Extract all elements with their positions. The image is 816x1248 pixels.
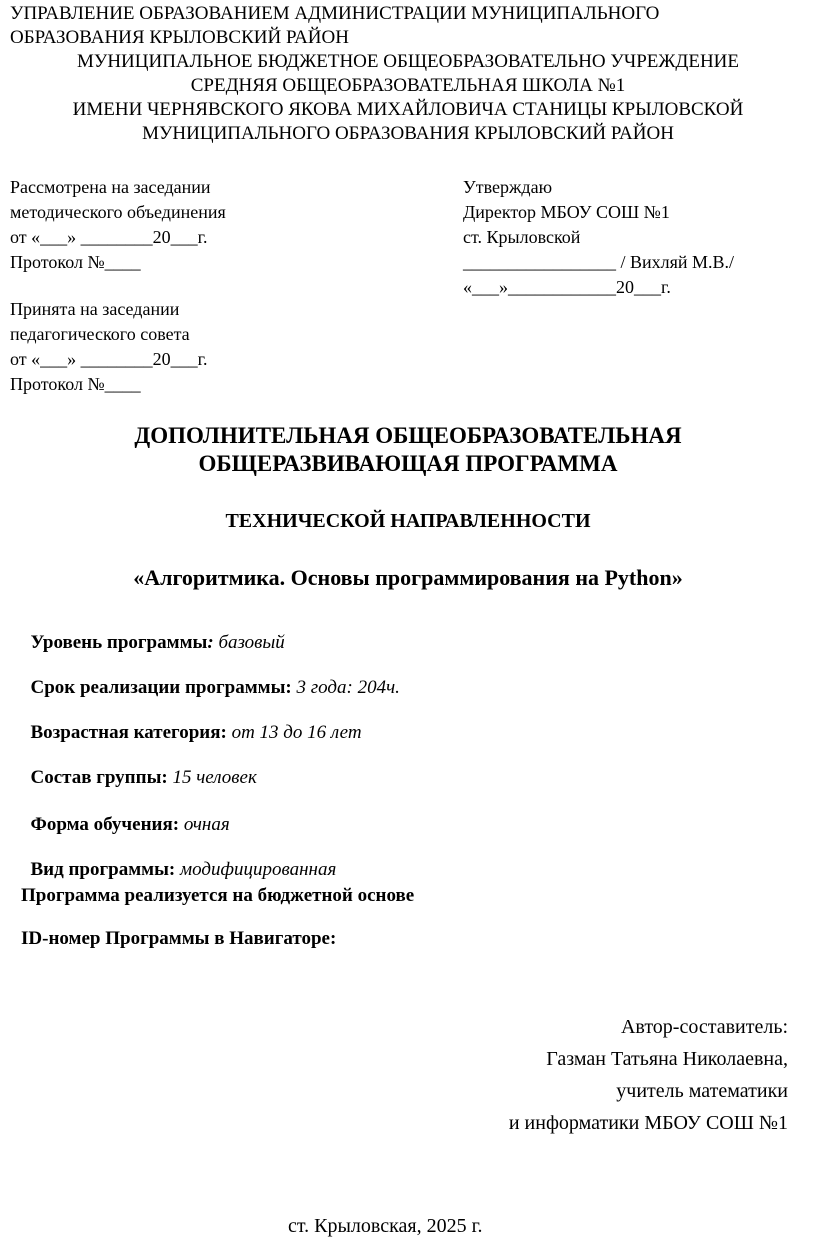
- author-heading: Автор-составитель:: [620, 1016, 788, 1038]
- approve-line-1: Утверждаю: [463, 177, 553, 197]
- param-label: Форма обучения:: [30, 814, 180, 835]
- param-type: [21, 841, 336, 879]
- header-line-5: ИМЕНИ ЧЕРНЯВСКОГО ЯКОВА МИХАЙЛОВИЧА СТАНИЦЫ КРЫЛОВСКОЙ: [72, 99, 744, 120]
- param-value: модифицированная: [175, 859, 337, 880]
- param-label: Состав группы:: [30, 767, 168, 788]
- program-title-line-1: ДОПОЛНИТЕЛЬНАЯ ОБЩЕОБРАЗОВАТЕЛЬНАЯ: [134, 423, 682, 448]
- accepted-protocol-line: Протокол №____: [10, 374, 141, 394]
- approve-line-2: Директор МБОУ СОШ №1: [463, 202, 670, 222]
- approve-date-line: «___»____________20___г.: [463, 277, 671, 297]
- accepted-line-1: Принята на заседании: [10, 299, 180, 319]
- param-value: от 13 до 16 лет: [226, 722, 362, 743]
- approve-signature-line: _________________ / Вихляй М.В./: [463, 252, 735, 272]
- author-position-2: и информатики МБОУ СОШ №1: [508, 1112, 788, 1134]
- param-value: базовый: [213, 632, 285, 653]
- param-value: 3 года: 204ч.: [291, 677, 400, 698]
- footer-place-year: ст. Крыловская, 2025 г.: [288, 1215, 483, 1237]
- program-direction: ТЕХНИЧЕСКОЙ НАПРАВЛЕННОСТИ: [225, 510, 591, 532]
- param-label: Возрастная категория:: [30, 722, 227, 743]
- header-line-4: СРЕДНЯЯ ОБЩЕОБРАЗОВАТЕЛЬНАЯ ШКОЛА №1: [190, 75, 626, 96]
- param-label: Уровень программы: [30, 632, 208, 653]
- param-label: Срок реализации программы:: [30, 677, 292, 698]
- param-duration: [21, 659, 400, 697]
- header-line-6: МУНИЦИПАЛЬНОГО ОБРАЗОВАНИЯ КРЫЛОВСКИЙ РАЙОН: [142, 123, 674, 144]
- approve-line-3: ст. Крыловской: [463, 227, 581, 247]
- program-name: «Алгоритмика. Основы программирования на Python»: [133, 565, 683, 590]
- review-protocol-line: Протокол №____: [10, 252, 141, 272]
- param-value: очная: [179, 814, 230, 835]
- author-position-1: учитель математики: [616, 1080, 788, 1102]
- review-line-2: методического объединения: [10, 202, 226, 222]
- param-sep: :: [207, 632, 214, 653]
- accepted-date-line: от «___» ________20___г.: [10, 349, 208, 369]
- accepted-line-2: педагогического совета: [10, 324, 190, 344]
- author-name: Газман Татьяна Николаевна,: [546, 1048, 788, 1070]
- header-line-1: УПРАВЛЕНИЕ ОБРАЗОВАНИЕМ АДМИНИСТРАЦИИ МУНИЦИПАЛЬНОГО: [10, 3, 660, 24]
- param-group: [21, 749, 257, 787]
- param-level: [21, 614, 285, 652]
- param-label: Вид программы:: [30, 859, 176, 880]
- param-value: 15 человек: [167, 767, 257, 788]
- budget-note: Программа реализуется на бюджетной основе: [21, 885, 415, 906]
- navigator-id-label: ID-номер Программы в Навигаторе:: [21, 928, 337, 949]
- header-line-2: ОБРАЗОВАНИЯ КРЫЛОВСКИЙ РАЙОН: [10, 27, 349, 48]
- param-age: [21, 704, 362, 742]
- review-date-line: от «___» ________20___г.: [10, 227, 208, 247]
- param-form: [21, 796, 230, 834]
- review-line-1: Рассмотрена на заседании: [10, 177, 211, 197]
- program-title-line-2: ОБЩЕРАЗВИВАЮЩАЯ ПРОГРАММА: [198, 451, 618, 476]
- header-line-3: МУНИЦИПАЛЬНОЕ БЮДЖЕТНОЕ ОБЩЕОБРАЗОВАТЕЛЬНО УЧРЕЖДЕНИЕ: [76, 51, 740, 72]
